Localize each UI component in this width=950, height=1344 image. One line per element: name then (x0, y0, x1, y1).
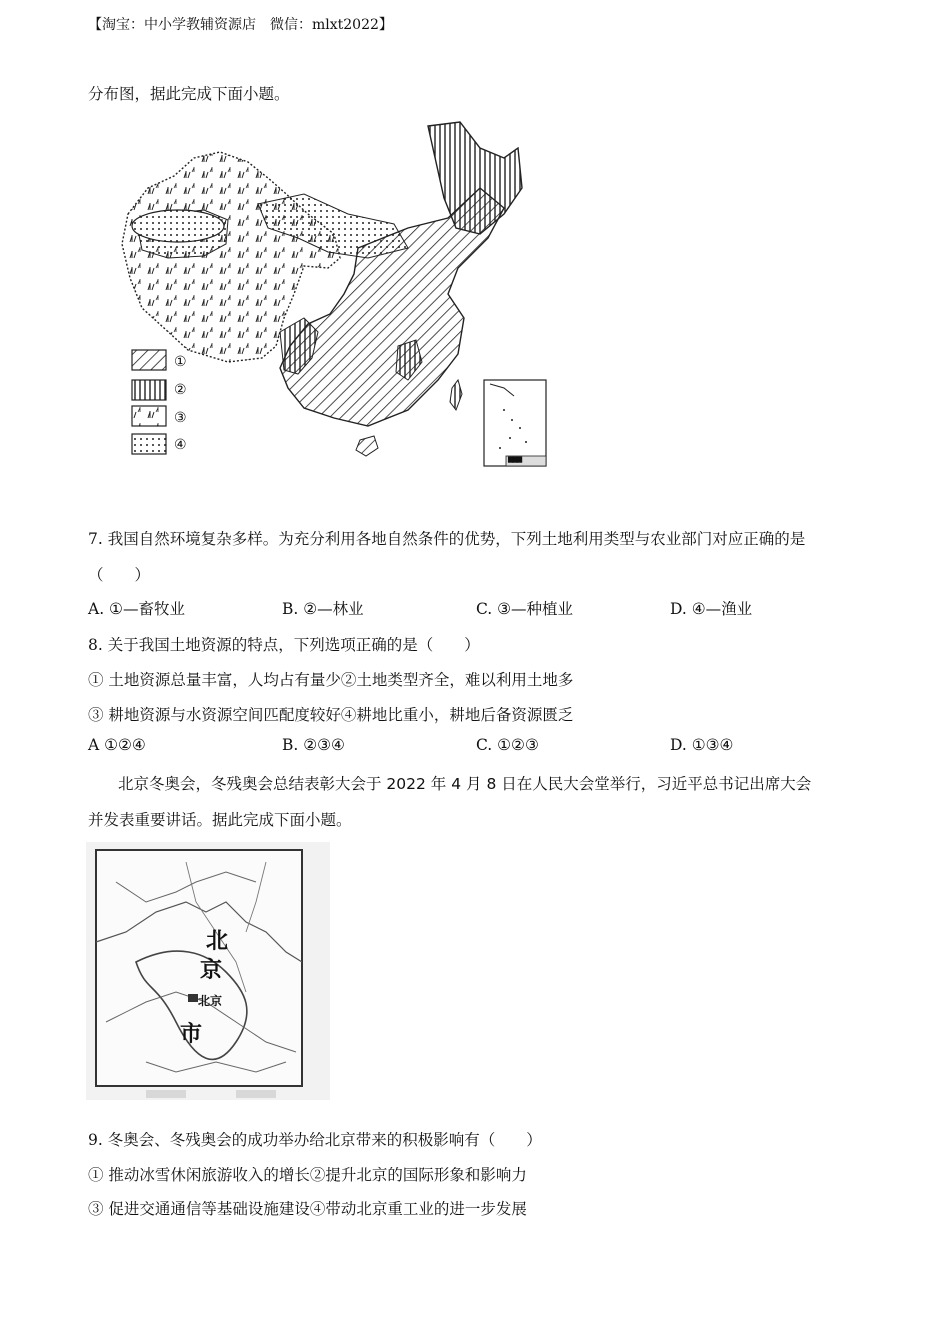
inset-scale-label: ▆▆▆ (508, 455, 522, 463)
q8-statement-1: ① 土地资源总量丰富，人均占有量少②土地类型齐全，难以利用土地多 (88, 671, 574, 689)
intro-olympics-line1: 北京冬奥会，冬残奥会总结表彰大会于 2022 年 4 月 8 日在人民大会堂举行，习近平总书记出席大会 (118, 775, 812, 793)
q7-answer-paren: （ ） (88, 566, 151, 584)
q9-statement-2: ③ 促进交通通信等基础设施建设④带动北京重工业的进一步发展 (88, 1200, 527, 1218)
q7-option-d: D. ④—渔业 (670, 600, 753, 618)
q8-option-b: B. ②③④ (282, 736, 345, 754)
q8-option-a: A ①②④ (88, 736, 146, 754)
q9-stem: 9. 冬奥会、冬残奥会的成功举办给北京带来的积极影响有（ ） (88, 1131, 542, 1149)
intro-olympics-line2: 并发表重要讲话。据此完成下面小题。 (88, 811, 352, 829)
q7-stem: 7. 我国自然环境复杂多样。为充分利用各地自然条件的优势，下列土地利用类型与农业部门对应正确的是 (88, 530, 806, 548)
q8-option-d: D. ①③④ (670, 736, 734, 754)
q8-statement-2: ③ 耕地资源与水资源空间匹配度较好④耕地比重小，耕地后备资源匮乏 (88, 706, 574, 724)
legend-label-1: ① (174, 354, 187, 370)
q8-option-c: C. ①②③ (476, 736, 539, 754)
q7-option-b: B. ②—林业 (282, 600, 364, 618)
legend-label-4: ④ (174, 437, 187, 453)
map-label-shi: 市 (180, 1021, 203, 1047)
legend-label-3: ③ (174, 410, 187, 426)
page-header: 【淘宝：中小学教辅资源店 微信：mlxt2022】 (88, 17, 393, 33)
q7-option-c: C. ③—种植业 (476, 600, 574, 618)
intro-map-question: 分布图，据此完成下面小题。 (88, 85, 290, 103)
q9-statement-1: ① 推动冰雪休闲旅游收入的增长②提升北京的国际形象和影响力 (88, 1166, 527, 1184)
q8-stem: 8. 关于我国土地资源的特点，下列选项正确的是（ ） (88, 636, 480, 654)
map-label-jing: 京 (200, 957, 223, 983)
map-label-bei: 北 (206, 928, 229, 954)
q7-option-a: A. ①—畜牧业 (88, 600, 185, 618)
map-label-beijing-city: 北京 (198, 994, 223, 1008)
legend-label-2: ② (174, 382, 187, 398)
